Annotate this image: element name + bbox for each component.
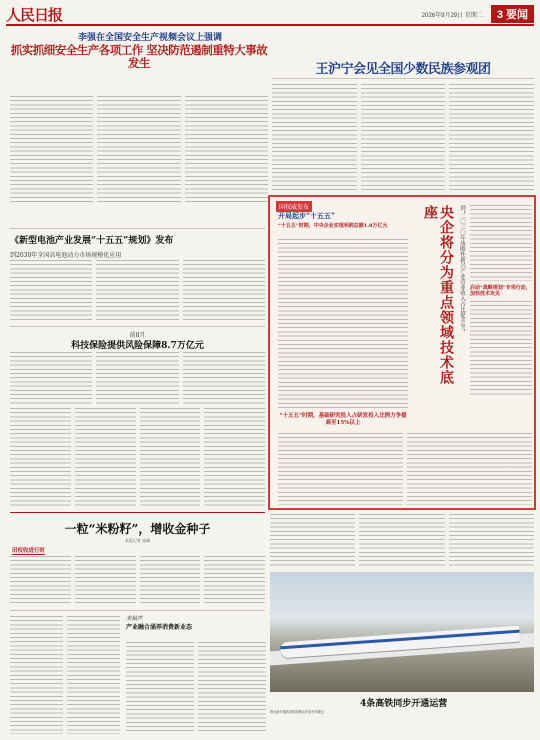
central-left-body <box>278 239 408 409</box>
release-tag: 国权威发布 <box>276 201 312 212</box>
masthead <box>6 4 534 26</box>
wang-headline: 王沪宁会见全国少数民族参观团 <box>315 62 491 77</box>
central-vertical-headline: 央企将分为重点领域技术底座 <box>422 205 454 385</box>
battery-subhead: 到2030年全国高电池动力市场规模化应用 <box>10 252 122 259</box>
safety-kicker: 李强在全国安全生产视频会议上强调 <box>77 33 222 43</box>
bottom-mid-section: 来稿声 <box>126 616 143 622</box>
central-soe-box <box>268 195 536 510</box>
divider <box>10 610 265 611</box>
seed-body <box>10 556 265 606</box>
dateline: 2026年9月29日 星期二 <box>421 12 483 19</box>
central-vertical-sub: 到“二〇三〇年战略性新兴产业营业收入占比提升至” <box>459 205 465 332</box>
central-right-body <box>470 301 532 397</box>
central-sub1: “十五五”时期，基础研究投入占研发投入比例力争提高至15%以上 <box>279 413 407 426</box>
bottom-mid-subtitle: 产业融合涌养消费新业态 <box>126 624 193 631</box>
safety-body <box>10 96 268 204</box>
loans-headline: 科技保险提供风险保障8.7万亿元 <box>71 341 204 351</box>
seed-section: 田权收进行时 <box>12 548 46 554</box>
rail-photo <box>270 572 534 692</box>
central-bottom-body <box>278 433 532 505</box>
divider <box>10 326 265 327</box>
wang-body <box>272 84 534 190</box>
loans-body <box>10 352 265 404</box>
divider <box>10 512 265 513</box>
central-right-top-body <box>470 205 532 281</box>
rail-headline: 4条高铁同步开通运营 <box>360 699 448 709</box>
bottom-mid-body <box>126 642 266 734</box>
divider <box>272 78 534 79</box>
battery-headline: 《新型电池产业发展“十五五”规划》发布 <box>10 236 174 246</box>
loans-kicker: 前8月 <box>129 332 146 339</box>
page-number: 3 要闻 <box>491 5 534 23</box>
release-title: 开局起步“十五五” <box>278 211 336 220</box>
safety-headline: 抓实抓细安全生产各项工作 坚决防范遏制重特大事故发生 <box>10 43 268 70</box>
central-lead: “十五五”时期，中央企业实现利润总额1.8万亿元 <box>278 223 388 229</box>
seed-headline: 一粒“米粉籽”，增收金种子 <box>64 522 211 536</box>
central-sub2: 启动“战略规划”专项行动，加快技术攻关 <box>470 285 531 297</box>
newspaper-logo: 人民日报 <box>6 5 63 24</box>
bottom-left-body <box>10 616 120 734</box>
battery-body <box>10 260 265 322</box>
seed-byline: 本报记者 高峰 <box>124 538 151 543</box>
rail-caption: 图为新开通的高铁线路动车组列车驶过 <box>270 710 325 714</box>
right-column-body <box>270 514 534 568</box>
divider <box>10 228 265 229</box>
middle-strip-body <box>10 408 265 508</box>
